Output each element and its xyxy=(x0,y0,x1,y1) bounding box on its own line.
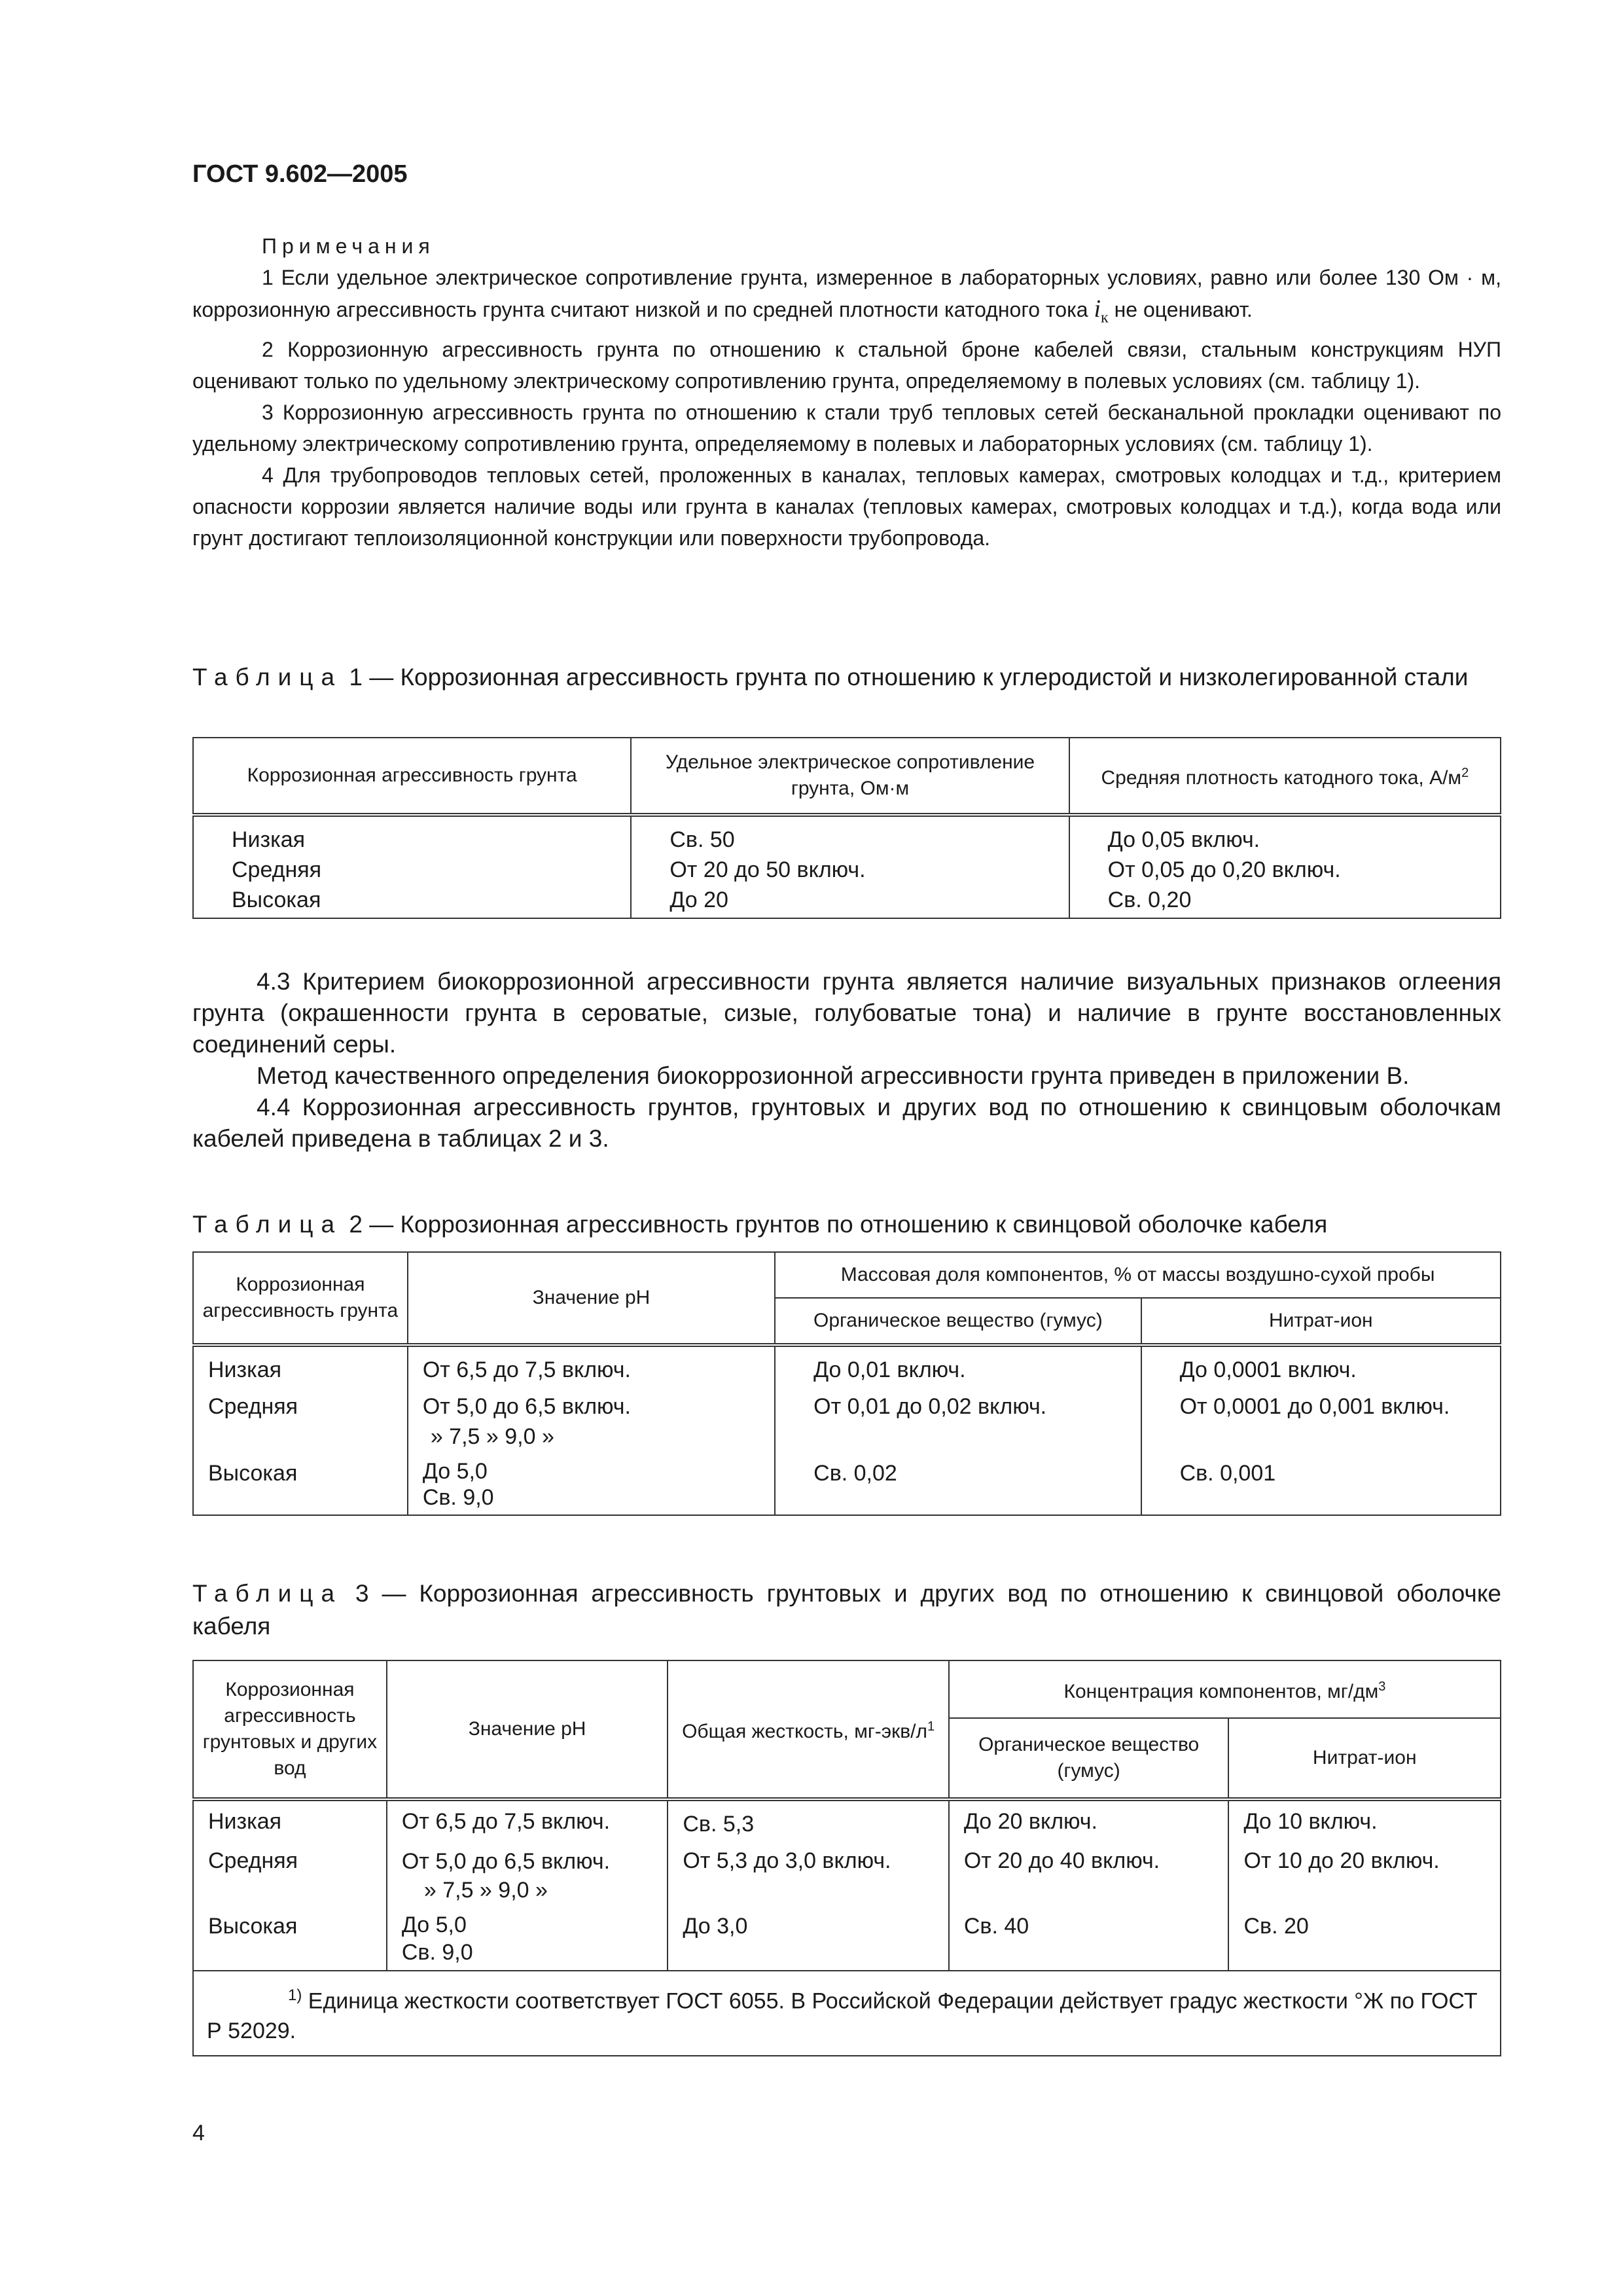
ph-line: » 7,5 » 9,0 » xyxy=(423,1878,548,1903)
page-number: 4 xyxy=(192,2121,205,2145)
note-1-text-b: не оценивают. xyxy=(1108,298,1253,321)
table-3-footnote xyxy=(193,1971,1501,2056)
table-cell: От 10 до 20 включ. xyxy=(1228,1839,1501,1905)
table-cell xyxy=(387,1839,668,1905)
document-code: ГОСТ 9.602—2005 xyxy=(192,160,408,188)
notes-title: Примечания xyxy=(262,234,435,258)
table-cell xyxy=(387,1799,668,1839)
ph-line: Св. 9,0 xyxy=(422,1485,494,1510)
table-cell: До 0,05 включ. xyxy=(1069,815,1501,855)
table-2-caption xyxy=(192,1208,1501,1241)
note-1 xyxy=(192,262,1501,334)
table-cell: До 0,0001 включ. xyxy=(1141,1345,1501,1385)
table-cell: До 20 xyxy=(631,885,1069,918)
note-1-text-a: 1 Если удельное электрическое сопротивление грунта, измеренное в лабораторных условиях, равно или более 130 Ом · м, коррозионную агрессивность грунта считают низкой и по средней плотности катодного тока xyxy=(192,266,1501,321)
table-cell: От 20 до 50 включ. xyxy=(631,855,1069,885)
table-cell: До 0,01 включ. xyxy=(775,1345,1141,1385)
table-cell: Св. 0,02 xyxy=(775,1452,1141,1515)
table-2 xyxy=(192,1251,1501,1516)
table-3-title: 3 — Коррозионная агрессивность грунтовых и других вод по отношению к свинцовой оболочке кабеля xyxy=(192,1580,1501,1640)
table-cell: Средняя xyxy=(193,1839,387,1905)
table-cell xyxy=(408,1345,775,1385)
table-cell: Св. 50 xyxy=(631,815,1069,855)
table-row xyxy=(193,1905,1501,1971)
table-1-caption xyxy=(192,661,1501,694)
table-row xyxy=(193,1345,1501,1385)
table-row xyxy=(193,885,1501,918)
ph-line: До 5,0 xyxy=(401,1912,467,1937)
ph-line: От 5,0 до 6,5 включ. xyxy=(401,1849,611,1874)
table-cell: До 20 включ. xyxy=(949,1799,1229,1839)
table-cell: Средняя xyxy=(193,1385,408,1452)
paragraph-method: Метод качественного определения биокоррозионной агрессивности грунта приведен в приложении В. xyxy=(257,1062,1410,1089)
table-2-title: 2 — Коррозионная агрессивность грунтов по отношению к свинцовой оболочке кабеля xyxy=(342,1211,1328,1238)
table-cell: Средняя xyxy=(193,855,631,885)
table-cell: До 10 включ. xyxy=(1228,1799,1501,1839)
table-1-title: 1 — Коррозионная агрессивность грунта по отношению к углеродистой и низколегированной стали xyxy=(342,664,1469,691)
table-3-header-aggressiveness: Коррозионная агрессивность грунтовых и других вод xyxy=(193,1660,387,1799)
note-4: 4 Для трубопроводов тепловых сетей, проложенных в каналах, тепловых камерах, смотровых колодцах и т.д., критерием опасности коррозии является наличие воды или грунта в каналах (тепловых камерах, смотровых колодцах и т.д.), когда вода или грунт достигают теплоизоляционной конструкции или поверхности трубопровода. xyxy=(192,463,1501,550)
ph-line: » 7,5 » 9,0 » xyxy=(430,1424,554,1449)
ph-line: От 6,5 до 7,5 включ. xyxy=(422,1357,631,1382)
ph-line: От 6,5 до 7,5 включ. xyxy=(401,1809,611,1834)
table-row xyxy=(193,1799,1501,1839)
table-cell: Высокая xyxy=(193,1452,408,1515)
table-cell: Высокая xyxy=(193,1905,387,1971)
table-cell: Низкая xyxy=(193,1345,408,1385)
table-3-header-concentration xyxy=(949,1660,1501,1718)
table-3-header-nitrate: Нитрат-ион xyxy=(1228,1718,1501,1799)
paragraph-4-3: 4.3 Критерием биокоррозионной агрессивности грунта является наличие визуальных признаков оглеения грунта (окрашенности грунта в сероватые, сизые, голубоватые тона) и наличие в грунте восстановленных соединений серы. xyxy=(192,968,1501,1058)
table-cell: От 0,0001 до 0,001 включ. xyxy=(1141,1385,1501,1452)
table-cell: Высокая xyxy=(193,885,631,918)
hardness-label: Общая жесткость, мг-экв/л xyxy=(682,1721,927,1742)
notes-block xyxy=(192,230,1501,554)
table-2-header-aggressiveness: Коррозионная агрессивность грунта xyxy=(193,1252,408,1345)
table-cell: Св. 40 xyxy=(949,1905,1229,1971)
table-cell: Низкая xyxy=(193,815,631,855)
table-cell: От 5,3 до 3,0 включ. xyxy=(668,1839,949,1905)
table-row xyxy=(193,815,1501,855)
note-3: 3 Коррозионную агрессивность грунта по отношению к стали труб тепловых сетей бесканальной прокладки оценивают по удельному электрическому сопротивлению грунта, определяемому в полевых и лабораторных условиях (см. таблицу 1). xyxy=(192,400,1501,456)
table-1-header-current-density xyxy=(1069,738,1501,815)
table-3 xyxy=(192,1660,1501,2056)
footnote-mark: 1) xyxy=(288,1986,302,2004)
table-2-header-organic: Органическое вещество (гумус) xyxy=(775,1298,1141,1345)
body-paragraphs xyxy=(192,966,1501,1155)
table-2-header-ph: Значение pH xyxy=(408,1252,775,1345)
table-cell: До 3,0 xyxy=(668,1905,949,1971)
table-2-header-nitrate: Нитрат-ион xyxy=(1141,1298,1501,1345)
table-1-label: Таблица xyxy=(192,664,343,691)
table-cell: Св. 0,001 xyxy=(1141,1452,1501,1515)
table-cell: От 0,01 до 0,02 включ. xyxy=(775,1385,1141,1452)
note-2: 2 Коррозионную агрессивность грунта по отношению к стальной броне кабелей связи, стальным конструкциям НУП оценивают только по удельному электрическому сопротивлению грунта, определяемому в полевых условиях (см. таблицу 1). xyxy=(192,337,1501,393)
cathode-current-symbol xyxy=(1094,295,1109,327)
concentration-label: Концентрация компонентов, мг/дм xyxy=(1063,1681,1379,1702)
table-row xyxy=(193,855,1501,885)
table-1 xyxy=(192,737,1501,919)
table-cell: От 20 до 40 включ. xyxy=(949,1839,1229,1905)
ik-letter: i xyxy=(1094,295,1101,323)
table-cell: Св. 5,3 xyxy=(668,1799,949,1839)
current-density-sup: 2 xyxy=(1461,766,1469,780)
paragraph-4-4: 4.4 Коррозионная агрессивность грунтов, грунтовых и других вод по отношению к свинцовым оболочкам кабелей приведена в таблицах 2 и 3. xyxy=(192,1094,1501,1152)
table-1-header-aggressiveness: Коррозионная агрессивность грунта xyxy=(193,738,631,815)
table-row xyxy=(193,1385,1501,1452)
ik-subscript: к xyxy=(1101,309,1109,327)
table-cell xyxy=(408,1452,775,1515)
current-density-label: Средняя плотность катодного тока, А/м xyxy=(1101,767,1462,789)
table-cell: Низкая xyxy=(193,1799,387,1839)
table-3-header-organic: Органическое вещество (гумус) xyxy=(949,1718,1229,1799)
table-3-label: Таблица xyxy=(192,1580,343,1607)
table-cell: От 0,05 до 0,20 включ. xyxy=(1069,855,1501,885)
table-2-header-mass-fraction: Массовая доля компонентов, % от массы воздушно-сухой пробы xyxy=(775,1252,1501,1298)
table-cell xyxy=(408,1385,775,1452)
footnote-text: Единица жесткости соответствует ГОСТ 6055. В Российской Федерации действует градус жесткости °Ж по ГОСТ Р 52029. xyxy=(207,1988,1478,2044)
ph-line: От 5,0 до 6,5 включ. xyxy=(422,1394,631,1419)
table-3-header-ph: Значение pH xyxy=(387,1660,668,1799)
concentration-sup: 3 xyxy=(1378,1679,1386,1694)
table-cell xyxy=(387,1905,668,1971)
table-2-label: Таблица xyxy=(192,1211,343,1238)
ph-line: Св. 9,0 xyxy=(401,1940,473,1965)
table-cell: Св. 20 xyxy=(1228,1905,1501,1971)
ph-line: До 5,0 xyxy=(422,1459,488,1484)
table-cell: Св. 0,20 xyxy=(1069,885,1501,918)
table-3-header-hardness xyxy=(668,1660,949,1799)
table-row xyxy=(193,1839,1501,1905)
table-3-caption xyxy=(192,1577,1501,1643)
hardness-sup: 1 xyxy=(927,1719,935,1734)
table-row xyxy=(193,1452,1501,1515)
table-1-header-resistance: Удельное электрическое сопротивление грунта, Ом·м xyxy=(631,738,1069,815)
